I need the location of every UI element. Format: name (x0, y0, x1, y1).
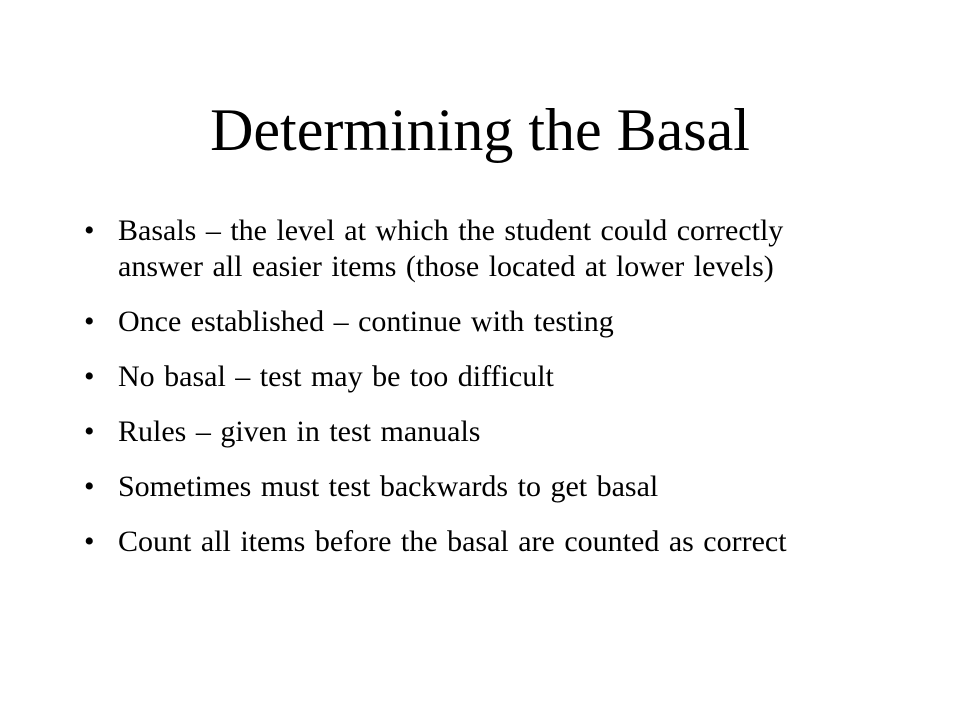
slide-title: Determining the Basal (210, 97, 750, 163)
bullet-item-once-established: • Once established – continue with testing (84, 304, 874, 340)
bullet-item-basals-definition: • Basals – the level at which the student could correctly answer all easier items (those located at lower levels) (84, 213, 874, 285)
bullet-item-count-items: • Count all items before the basal are counted as correct (84, 524, 874, 560)
bullet-item-test-backwards: • Sometimes must test backwards to get basal (84, 469, 874, 505)
bullet-item-rules: • Rules – given in test manuals (84, 414, 874, 450)
bullet-list (84, 213, 874, 579)
bullet-item-no-basal: • No basal – test may be too difficult (84, 359, 874, 395)
